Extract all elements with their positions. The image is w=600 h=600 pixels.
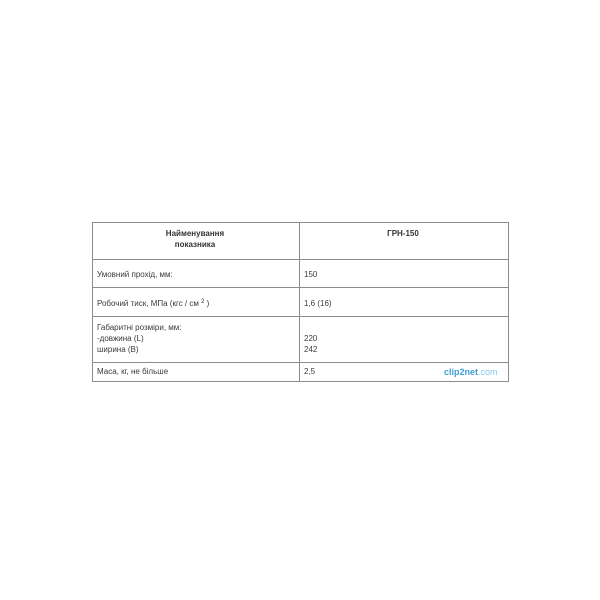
table-row [93, 288, 509, 317]
row-label: Умовний прохід, мм: [93, 260, 300, 288]
row-label [93, 317, 300, 363]
row-label-suffix: ) [204, 299, 210, 308]
row-value-width: 242 [304, 345, 318, 354]
header-name-line2: показника [174, 240, 216, 249]
row-value-length: 220 [304, 334, 318, 343]
row-value-spacer [304, 322, 502, 333]
watermark-part4: .com [478, 367, 498, 377]
row-label-sub-length: -довжина (L) [97, 334, 144, 343]
table-row [93, 317, 509, 363]
row-label-superscript: 2 [201, 299, 205, 305]
row-label-sub-width: ширина (B) [97, 345, 139, 354]
header-value-cell: ГРН-150 [300, 223, 509, 260]
row-value: 1,6 (16) [300, 288, 509, 317]
header-name-cell [93, 223, 300, 260]
table-header-row [93, 223, 509, 260]
row-value: 2,5 [300, 363, 509, 382]
header-name-line1: Найменування [165, 229, 225, 238]
watermark-part2: 2 [459, 367, 465, 377]
row-label-main: Габаритні розміри, мм: [97, 323, 182, 332]
watermark-part1: clip [444, 367, 460, 377]
row-value [300, 317, 509, 363]
row-label-text: Робочий тиск, МПа (кгс / см [97, 299, 199, 308]
row-label [93, 288, 300, 317]
spec-table [92, 222, 509, 382]
clip2net-watermark [443, 367, 501, 378]
table-row [93, 260, 509, 288]
row-label: Маса, кг, не більше [93, 363, 300, 382]
row-value: 150 [300, 260, 509, 288]
watermark-part3: net [464, 367, 479, 377]
